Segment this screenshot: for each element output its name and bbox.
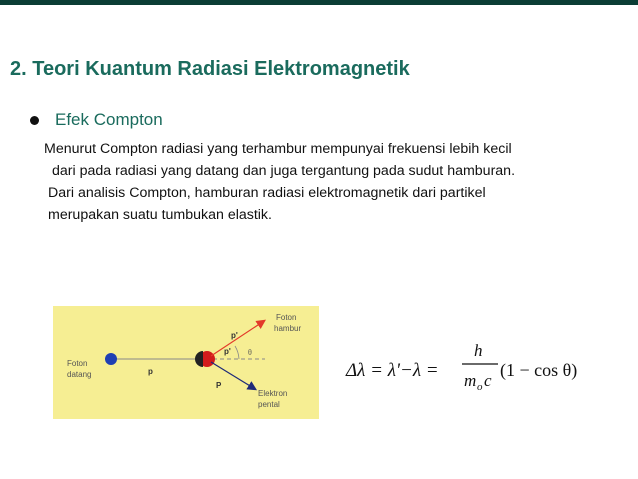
bullet-dot-icon (30, 116, 39, 125)
formula-svg (340, 336, 590, 402)
formula-rhs: (1 − cos θ) (500, 360, 578, 380)
compton-formula (340, 336, 590, 402)
formula-denominator-sub: o (477, 381, 483, 393)
recoil-electron-label: pental (258, 400, 280, 409)
theta-arc (235, 346, 239, 359)
formula-denominator-m: m (464, 371, 477, 390)
compton-scattering-diagram (53, 306, 319, 419)
formula-lhs: Δλ = λ'−λ = (346, 360, 439, 381)
paragraph-compton-analysis (44, 182, 486, 226)
paragraph-line: merupakan suatu tumbukan elastik. (48, 207, 272, 223)
theta-label: θ (248, 348, 252, 357)
paragraph-line: Dari analisis Compton, hamburan radiasi elektromagnetik dari partikel (48, 185, 486, 201)
recoil-electron-label: Elektron (258, 389, 288, 398)
paragraph-line: dari pada radiasi yang datang dan juga tergantung pada sudut hamburan. (52, 163, 516, 179)
paragraph-line: Menurut Compton radiasi yang terhambur mempunyai frekuensi lebih kecil (44, 141, 512, 157)
bullet-item (30, 110, 163, 130)
momentum-p-label: p (148, 367, 153, 376)
incoming-photon-label: Foton (67, 359, 88, 368)
slide-title: 2. Teori Kuantum Radiasi Elektromagnetik (10, 58, 410, 80)
scattered-photon-label: hambur (274, 324, 302, 333)
top-bar (0, 0, 638, 5)
paragraph-compton-frequency (44, 138, 515, 182)
incoming-photon-label: datang (67, 370, 92, 379)
electron-momentum-label: P (216, 381, 222, 390)
formula-numerator: h (474, 341, 483, 360)
compton-diagram-svg (53, 306, 319, 419)
formula-denominator-c: c (484, 371, 492, 390)
incoming-photon-icon (105, 353, 117, 365)
target-particle-shadow (195, 351, 203, 367)
momentum-p-prime-label-2: p' (224, 347, 231, 356)
momentum-p-prime-label: p' (231, 331, 238, 340)
scattered-photon-label: Foton (276, 313, 297, 322)
bullet-text: Efek Compton (55, 110, 163, 129)
